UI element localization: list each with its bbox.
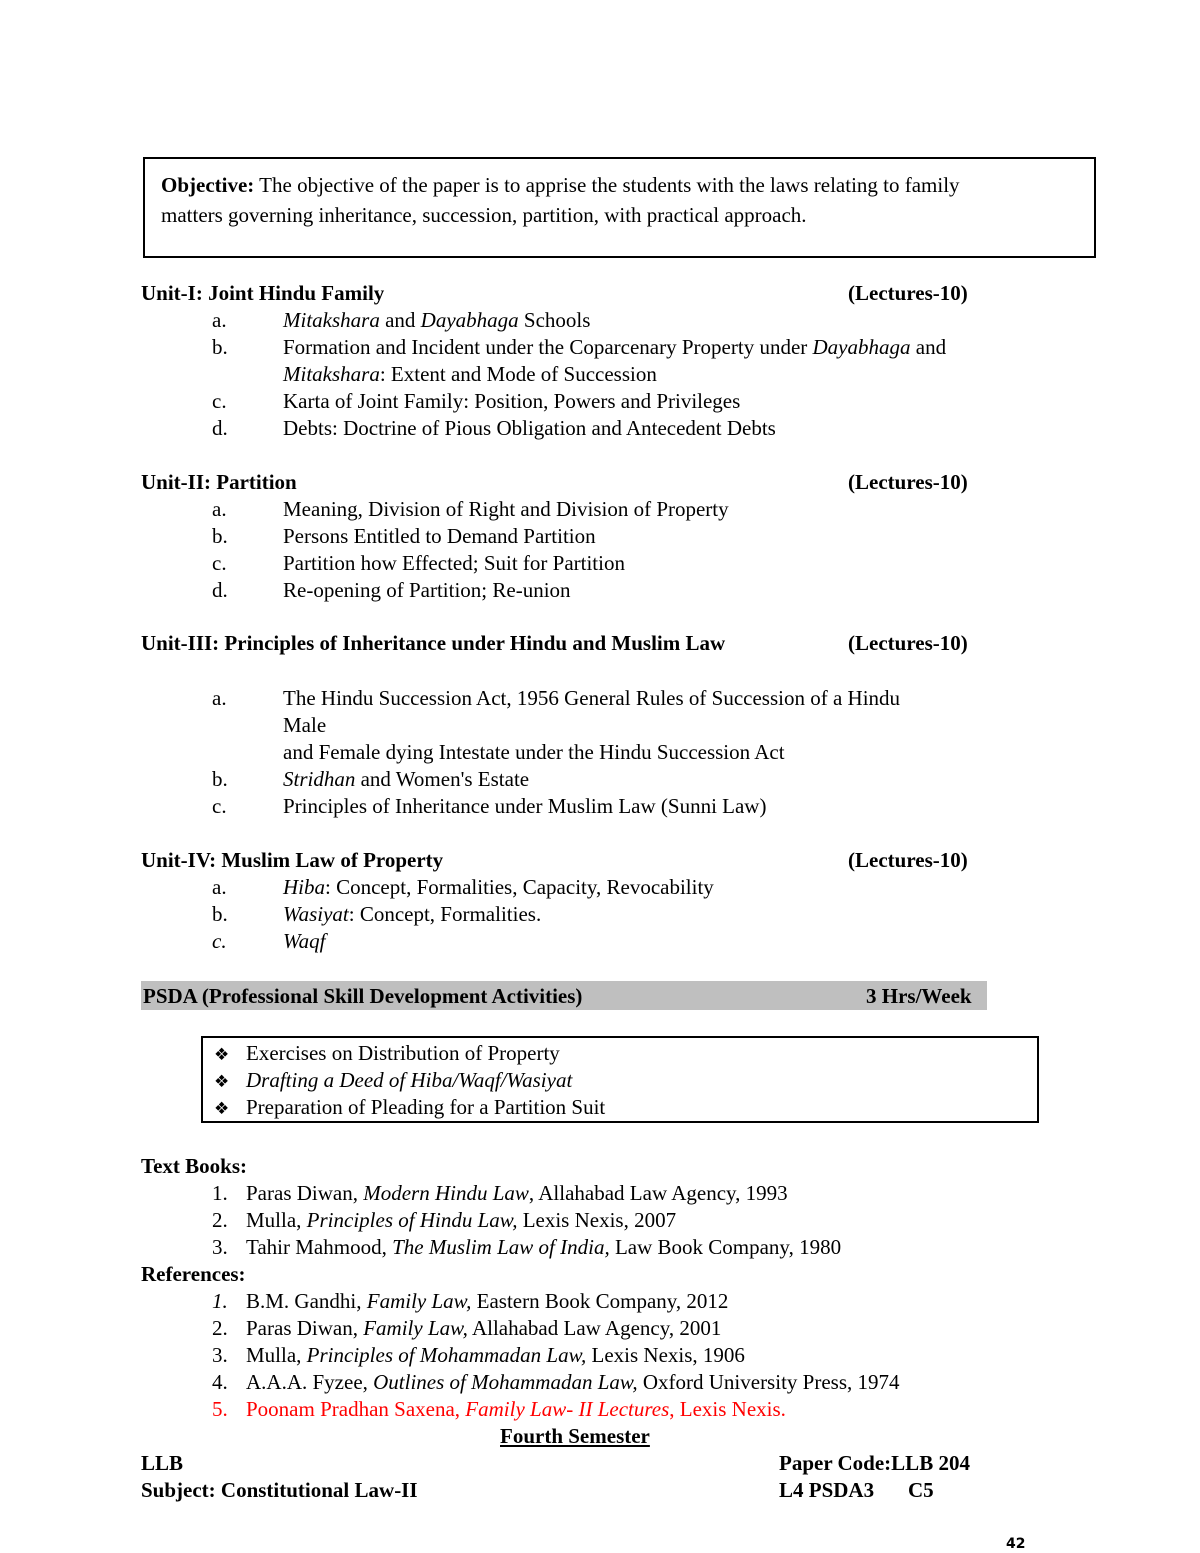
unit-item-text	[283, 551, 625, 576]
unit-item-label: b.	[212, 902, 228, 926]
reference-citation	[246, 1289, 728, 1314]
reference-number: 2.	[212, 1316, 228, 1340]
psda-item	[214, 1068, 572, 1093]
unit-item-text	[283, 308, 590, 333]
paper-code: Paper Code:LLB 204	[779, 1451, 970, 1475]
book-number: 3.	[212, 1235, 228, 1259]
text-run: Tahir Mahmood,	[246, 1235, 393, 1259]
text-run: Partition how Effected; Suit for Partition	[283, 551, 625, 575]
text-run: Dayabhaga	[420, 308, 519, 332]
unit-item-label: b.	[212, 335, 228, 359]
unit-lectures: (Lectures-10)	[848, 281, 968, 305]
unit-item-text	[283, 416, 776, 441]
unit-item-text	[283, 335, 946, 360]
unit-item-text	[283, 740, 785, 765]
unit-item-text	[283, 794, 766, 819]
unit-title: Unit-I: Joint Hindu Family	[141, 281, 385, 305]
text-run: Dayabhaga	[812, 335, 911, 359]
unit-item-text	[283, 767, 529, 792]
unit-title: Unit-III: Principles of Inheritance under Hindu and Muslim Law	[141, 631, 726, 655]
psda-title: PSDA (Professional Skill Development Activities)	[143, 984, 583, 1008]
subject-label: Subject: Constitutional Law-II	[141, 1478, 418, 1502]
unit-item-label: d.	[212, 578, 228, 602]
text-run: and Female dying Intestate under the Hindu Succession Act	[283, 740, 785, 764]
psda-item-text: Drafting a Deed of Hiba/Waqf/Wasiyat	[246, 1068, 573, 1092]
text-run: Allahabad Law Agency, 2001	[467, 1316, 722, 1340]
book-citation	[246, 1208, 676, 1233]
book-number: 1.	[212, 1181, 228, 1205]
reference-citation	[246, 1370, 900, 1395]
text-run: Meaning, Division of Right and Division of Property	[283, 497, 729, 521]
diamond-bullet-icon: ❖	[214, 1072, 230, 1092]
unit-item-text	[283, 875, 714, 900]
text-run: Debts: Doctrine of Pious Obligation and Antecedent Debts	[283, 416, 776, 440]
text-run: and	[379, 308, 421, 332]
text-run: Mitakshara	[283, 362, 380, 386]
semester-heading: Fourth Semester	[500, 1424, 650, 1448]
text-run: Paras Diwan,	[246, 1181, 364, 1205]
text-run: Re-opening of Partition; Re-union	[283, 578, 571, 602]
unit-item-text	[283, 902, 541, 927]
text-books-heading: Text Books:	[141, 1154, 247, 1178]
text-run: Mitakshara	[283, 308, 380, 332]
text-run: Karta of Joint Family: Position, Powers and Privileges	[283, 389, 741, 413]
text-run: Poonam Pradhan Saxena,	[246, 1397, 466, 1421]
text-run: Hiba	[283, 875, 325, 899]
objective-box	[143, 157, 1096, 258]
text-run: Modern Hindu Law	[363, 1181, 529, 1205]
unit-lectures: (Lectures-10)	[848, 848, 968, 872]
page-number: 42	[1006, 1536, 1026, 1552]
text-run: : Concept, Formalities, Capacity, Revocability	[325, 875, 714, 899]
unit-item-label: a.	[212, 875, 227, 899]
objective-line-1: The objective of the paper is to apprise the students with the laws relating to family	[254, 173, 960, 197]
text-run: The Hindu Succession Act, 1956 General Rules of Succession of a Hindu	[283, 686, 901, 710]
reference-citation	[246, 1316, 721, 1341]
unit-item-text	[283, 929, 325, 954]
unit-item-text	[283, 524, 596, 549]
unit-item-label: c.	[212, 794, 227, 818]
text-run: Oxford University Press, 1974	[637, 1370, 900, 1394]
references-heading: References:	[141, 1262, 246, 1286]
text-run: Family Law,	[363, 1316, 468, 1340]
book-citation	[246, 1235, 841, 1260]
unit-lectures: (Lectures-10)	[848, 470, 968, 494]
text-run: Persons Entitled to Demand Partition	[283, 524, 596, 548]
text-run: Principles of Hindu Law,	[306, 1208, 518, 1232]
psda-item	[214, 1041, 560, 1066]
unit-item-label: b.	[212, 524, 228, 548]
text-run: Mulla,	[246, 1343, 307, 1367]
unit-title: Unit-II: Partition	[141, 470, 297, 494]
unit-item-text	[283, 686, 900, 711]
reference-number: 3.	[212, 1343, 228, 1367]
unit-title: Unit-IV: Muslim Law of Property	[141, 848, 444, 872]
text-run: : Extent and Mode of Succession	[379, 362, 657, 386]
text-run: Stridhan	[283, 767, 356, 791]
reference-citation	[246, 1343, 745, 1368]
psda-item	[214, 1095, 605, 1120]
text-run: A.A.A. Fyzee,	[246, 1370, 374, 1394]
text-run: and	[910, 335, 947, 359]
unit-item-label: c.	[212, 389, 227, 413]
diamond-bullet-icon: ❖	[214, 1045, 230, 1065]
text-run: Formation and Incident under the Coparcenary Property under	[283, 335, 813, 359]
unit-item-text	[283, 497, 729, 522]
unit-item-label: a.	[212, 686, 227, 710]
reference-number: 4.	[212, 1370, 228, 1394]
book-citation	[246, 1181, 788, 1206]
book-number: 2.	[212, 1208, 228, 1232]
unit-item-label: c.	[212, 929, 227, 953]
text-run: Law Book Company, 1980	[609, 1235, 842, 1259]
text-run: : Concept, Formalities.	[348, 902, 542, 926]
text-run: and Women's Estate	[355, 767, 530, 791]
credit-code: C5	[908, 1478, 934, 1502]
objective-line-2: matters governing inheritance, succession, partition, with practical approach.	[161, 203, 807, 227]
text-run: Principles of Inheritance under Muslim Law (Sunni Law)	[283, 794, 767, 818]
psda-code: L4 PSDA3	[779, 1478, 875, 1502]
text-run: , Lexis Nexis.	[669, 1397, 786, 1421]
text-run: B.M. Gandhi,	[246, 1289, 367, 1313]
unit-lectures: (Lectures-10)	[848, 631, 968, 655]
reference-number: 1.	[212, 1289, 228, 1313]
reference-citation	[246, 1397, 786, 1422]
text-run: Waqf	[283, 929, 326, 953]
unit-item-text	[283, 578, 571, 603]
psda-item-text: Exercises on Distribution of Property	[246, 1041, 560, 1065]
text-run: Wasiyat	[283, 902, 349, 926]
text-run: Principles of Mohammadan Law,	[306, 1343, 587, 1367]
reference-number: 5.	[212, 1397, 228, 1421]
unit-item-label: a.	[212, 497, 227, 521]
text-run: Eastern Book Company, 2012	[471, 1289, 729, 1313]
program-label: LLB	[141, 1451, 184, 1475]
objective-text	[161, 170, 1081, 230]
diamond-bullet-icon: ❖	[214, 1099, 230, 1119]
objective-label: Objective:	[161, 173, 255, 197]
text-run: Family Law- II Lectures	[465, 1397, 670, 1421]
text-run: Paras Diwan,	[246, 1316, 364, 1340]
unit-item-label: a.	[212, 308, 227, 332]
unit-item-label: d.	[212, 416, 228, 440]
text-run: Family Law,	[366, 1289, 472, 1313]
unit-item-text	[283, 362, 657, 387]
unit-item-label: c.	[212, 551, 227, 575]
text-run: The Muslim Law of India,	[392, 1235, 610, 1259]
psda-hours: 3 Hrs/Week	[866, 984, 972, 1008]
text-run: , Allahabad Law Agency, 1993	[528, 1181, 788, 1205]
unit-item-text	[283, 389, 740, 414]
text-run: Mulla,	[246, 1208, 307, 1232]
text-run: Schools	[518, 308, 591, 332]
psda-item-text: Preparation of Pleading for a Partition Suit	[246, 1095, 606, 1119]
text-run: Outlines of Mohammadan Law,	[373, 1370, 638, 1394]
unit-item-label: b.	[212, 767, 228, 791]
text-run: Lexis Nexis, 1906	[586, 1343, 745, 1367]
unit-item-text	[283, 713, 326, 738]
text-run: Male	[283, 713, 327, 737]
text-run: Lexis Nexis, 2007	[517, 1208, 677, 1232]
